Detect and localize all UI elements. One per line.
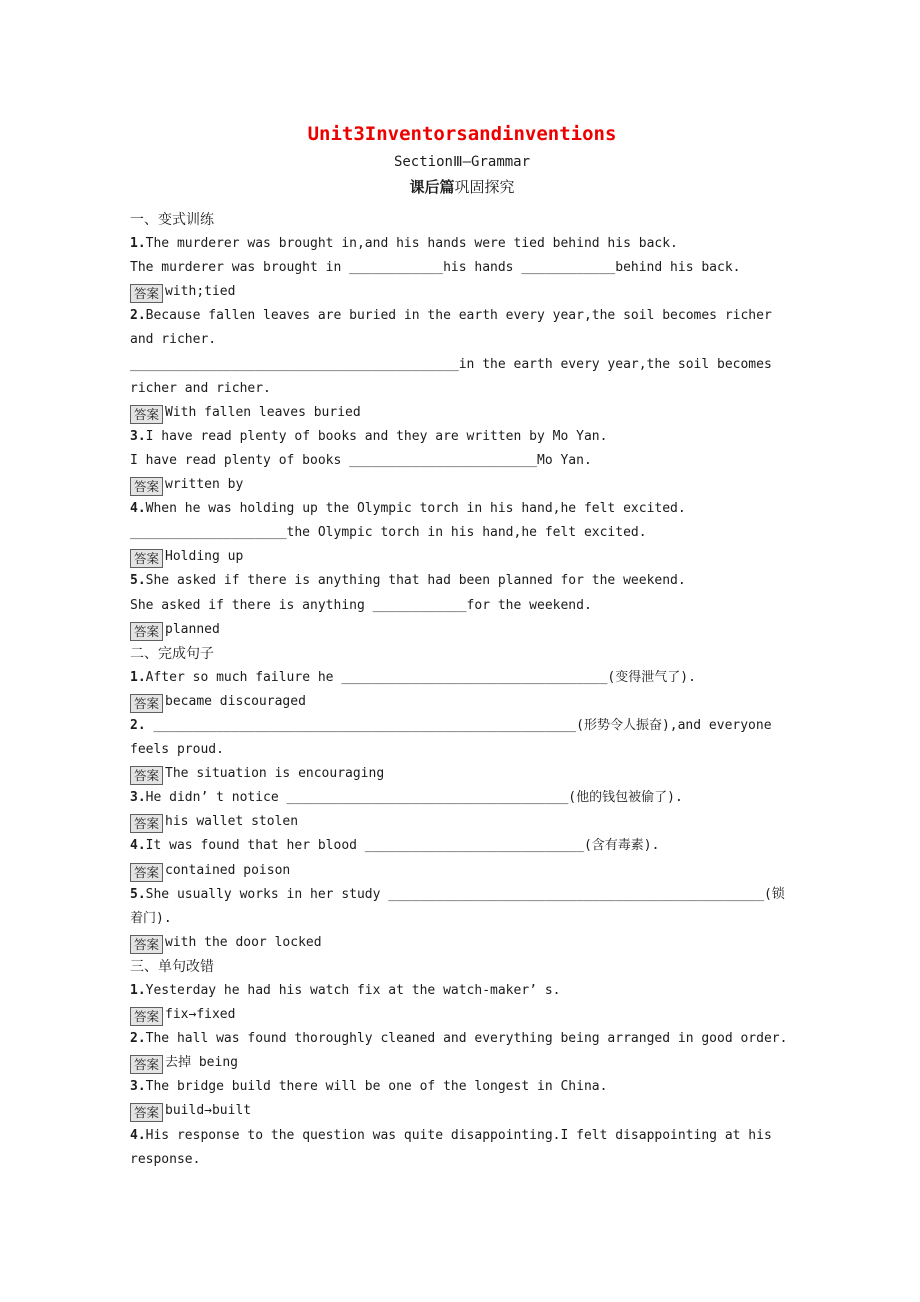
sentence-text: The hall was found thoroughly cleaned and everything being arranged in good order. — [145, 1031, 788, 1047]
sentence-text: response. — [130, 1151, 201, 1167]
sentence-text: ____________________the Olympic torch in his hand,he felt excited. — [130, 525, 647, 541]
section-subtitle: SectionⅢ—Grammar — [393, 154, 531, 170]
exercise-sentence — [130, 521, 794, 545]
exercise-sentence — [130, 1027, 794, 1051]
section-heading-3: 三、单句改错 — [130, 958, 214, 975]
item-number: 3. — [130, 790, 146, 806]
sentence-text: I have read plenty of books ________________________Mo Yan. — [130, 452, 592, 468]
answer-box — [130, 284, 163, 303]
answer-text: with;tied — [165, 284, 236, 300]
answer-text: The situation is encouraging — [165, 766, 385, 782]
answer-box — [130, 766, 163, 785]
answer-text: With fallen leaves buried — [165, 404, 361, 420]
item-number: 3. — [130, 428, 146, 444]
answer-text: with the door locked — [165, 934, 322, 950]
sentence-text: She asked if there is anything ____________for the weekend. — [130, 597, 592, 613]
item-number: 4. — [130, 1127, 146, 1143]
answer-box-label: 答案 — [134, 1009, 160, 1025]
exercise-sentence — [130, 666, 794, 690]
sentence-text: His response to the question was quite disappointing.I felt disappointing at his — [145, 1127, 772, 1143]
answer-box — [130, 935, 163, 954]
answer-box — [130, 1055, 163, 1074]
answer-line — [130, 280, 794, 304]
exercise-sentence — [130, 594, 794, 618]
exercise-sentence — [130, 883, 794, 907]
sentence-text: __________________________________________in the earth every year,the soil becomes — [130, 356, 772, 372]
answer-line — [130, 810, 794, 834]
answer-box-label: 答案 — [134, 551, 160, 567]
answer-box — [130, 622, 163, 641]
exercise-sentence — [130, 449, 794, 473]
exercise-sentence — [130, 425, 794, 449]
page-title: Unit3Inventorsandinventions — [307, 123, 617, 145]
answer-box — [130, 814, 163, 833]
exercise-sentence — [130, 1124, 794, 1148]
exercise-sentence — [130, 232, 794, 256]
exercise-sentence — [130, 377, 794, 401]
exercise-sentence — [130, 979, 794, 1003]
exercise-sentence — [130, 786, 794, 810]
answer-box-label: 答案 — [134, 695, 160, 711]
answer-box — [130, 549, 163, 568]
sentence-text: It was found that her blood ____________________________(含有毒素). — [145, 838, 660, 854]
answer-box-label: 答案 — [134, 623, 160, 639]
sentence-text: When he was holding up the Olympic torch in his hand,he felt excited. — [145, 501, 686, 517]
exercise-sentence — [130, 907, 794, 931]
exercise-sentence — [130, 738, 794, 762]
answer-text: planned — [165, 621, 220, 637]
exercise-sentence — [130, 256, 794, 280]
answer-text: Holding up — [165, 549, 244, 565]
sentence-text: The murderer was brought in,and his hands were tied behind his back. — [145, 236, 678, 252]
item-number: 5. — [130, 886, 146, 902]
answer-box-label: 答案 — [134, 1057, 160, 1073]
answer-text: became discouraged — [165, 693, 306, 709]
sentence-text: ______________________________________________________(形势令人振奋),and everyone — [145, 717, 772, 733]
sentence-text: richer and richer. — [130, 380, 271, 396]
document-content — [130, 118, 794, 1172]
sentence-text: The murderer was brought in ____________his hands ____________behind his back. — [130, 260, 741, 276]
answer-text: 去掉 being — [165, 1055, 238, 1071]
sentence-text: She usually works in her study ________________________________________________(锁 — [145, 886, 785, 902]
sentence-text: feels proud. — [130, 742, 224, 758]
exercise-sentence — [130, 328, 794, 352]
sentence-text: She asked if there is anything that had been planned for the weekend. — [145, 573, 686, 589]
answer-box-label: 答案 — [134, 936, 160, 952]
item-number: 1. — [130, 669, 146, 685]
answer-text: fix→fixed — [165, 1007, 236, 1023]
item-number: 1. — [130, 983, 146, 998]
answer-text: written by — [165, 477, 244, 493]
answer-box — [130, 1103, 163, 1122]
exercise-sentence — [130, 497, 794, 521]
answer-box — [130, 477, 163, 496]
document-body — [130, 208, 794, 1172]
answer-box-label: 答案 — [134, 768, 160, 784]
item-number: 2. — [130, 1031, 146, 1047]
answer-line — [130, 545, 794, 569]
sentence-text: He didn’ t notice ____________________________________(他的钱包被偷了). — [145, 790, 683, 806]
sentence-text: After so much failure he __________________________________(变得泄气了). — [145, 669, 696, 685]
answer-box-label: 答案 — [134, 479, 160, 495]
item-number: 5. — [130, 573, 146, 589]
exercise-sentence — [130, 714, 794, 738]
item-number: 3. — [130, 1079, 146, 1095]
exercise-sentence — [130, 353, 794, 377]
answer-box — [130, 405, 163, 424]
section-heading-2: 二、完成句子 — [130, 645, 214, 662]
answer-line — [130, 762, 794, 786]
sentence-text: The bridge build there will be one of the longest in China. — [145, 1079, 608, 1095]
exercise-sentence — [130, 1148, 794, 1172]
item-number: 2. — [130, 308, 146, 324]
sentence-text: I have read plenty of books and they are written by Mo Yan. — [145, 428, 608, 444]
answer-box-label: 答案 — [134, 406, 160, 422]
sentence-text: Because fallen leaves are buried in the earth every year,the soil becomes richer — [145, 308, 772, 324]
answer-box — [130, 694, 163, 713]
sentence-text: Yesterday he had his watch fix at the watch-maker’ s. — [145, 983, 561, 998]
answer-box-label: 答案 — [134, 864, 160, 880]
answer-line — [130, 401, 794, 425]
exercise-sentence — [130, 1075, 794, 1099]
subtitle-bold-part: 课后篇 — [409, 178, 455, 196]
answer-line — [130, 931, 794, 955]
answer-line — [130, 473, 794, 497]
exercise-sentence — [130, 569, 794, 593]
answer-line — [130, 1003, 794, 1027]
exercise-sentence — [130, 304, 794, 328]
item-number: 2. — [130, 717, 146, 733]
item-number: 4. — [130, 501, 146, 517]
item-number: 1. — [130, 236, 146, 252]
exercise-sentence — [130, 834, 794, 858]
answer-box — [130, 863, 163, 882]
answer-text: his wallet stolen — [165, 814, 299, 830]
answer-box — [130, 1007, 163, 1026]
sentence-text: 着门). — [130, 910, 172, 926]
answer-box-label: 答案 — [134, 816, 160, 832]
answer-text: contained poison — [165, 862, 291, 878]
subtitle-regular-part: 巩固探究 — [454, 178, 515, 196]
answer-line — [130, 859, 794, 883]
item-number: 4. — [130, 838, 146, 854]
answer-text: build→built — [165, 1103, 252, 1119]
sentence-text: and richer. — [130, 332, 217, 348]
answer-line — [130, 1051, 794, 1075]
answer-box-label: 答案 — [134, 286, 160, 302]
answer-line — [130, 1099, 794, 1123]
answer-box-label: 答案 — [134, 1105, 160, 1121]
subtitle — [130, 174, 794, 200]
answer-line — [130, 618, 794, 642]
answer-line — [130, 690, 794, 714]
section-heading-1: 一、变式训练 — [130, 212, 214, 228]
